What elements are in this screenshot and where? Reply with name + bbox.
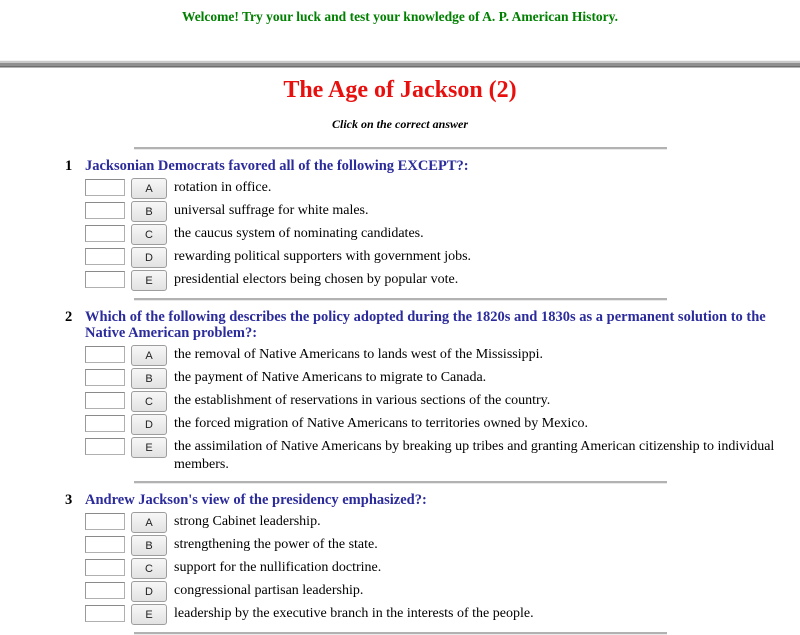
answer-row — [85, 368, 800, 389]
answer-result-input[interactable] — [85, 605, 125, 622]
answer-choice-button[interactable]: B — [131, 535, 167, 556]
answer-text: rewarding political supporters with government jobs. — [174, 249, 472, 264]
answer-choice-button[interactable]: C — [131, 224, 167, 245]
quiz-instruction: Click on the correct answer — [331, 117, 468, 131]
answer-choice-button[interactable]: D — [131, 414, 167, 435]
question-block — [0, 158, 800, 291]
question-header — [65, 492, 770, 508]
question-header — [65, 158, 770, 174]
answer-text: the caucus system of nominating candidates. — [174, 226, 424, 241]
question-number: 3 — [65, 492, 73, 508]
answer-choice-button[interactable]: E — [131, 437, 167, 458]
answer-result-input[interactable] — [85, 225, 125, 242]
answer-choice-button[interactable]: E — [131, 604, 167, 625]
answer-result-input[interactable] — [85, 202, 125, 219]
answer-result-input[interactable] — [85, 179, 125, 196]
answers-list — [0, 345, 800, 474]
answer-text: congressional partisan leadership. — [174, 583, 364, 598]
answer-choice-button[interactable]: C — [131, 558, 167, 579]
answer-row — [85, 178, 800, 199]
page-title: The Age of Jackson (2) — [283, 77, 517, 103]
answer-row — [85, 270, 800, 291]
answer-row — [85, 201, 800, 222]
answer-choice-button[interactable]: E — [131, 270, 167, 291]
answer-row — [85, 581, 800, 602]
question-text: Which of the following describes the policy adopted during the 1820s and 1830s as a permanent solution to the Native American problem?: — [85, 309, 766, 341]
section-divider — [134, 298, 667, 301]
frameset-divider — [0, 60, 800, 68]
answer-row — [85, 224, 800, 245]
answer-result-input[interactable] — [85, 415, 125, 432]
question-text: Jacksonian Democrats favored all of the following EXCEPT?: — [85, 158, 469, 174]
answer-text: leadership by the executive branch in the interests of the people. — [174, 606, 534, 621]
answer-result-input[interactable] — [85, 438, 125, 455]
welcome-banner-text: Welcome! Try your luck and test your knowledge of A. P. American History. — [181, 9, 619, 24]
answer-choice-button[interactable]: A — [131, 345, 167, 366]
answer-choice-button[interactable]: A — [131, 178, 167, 199]
answers-list — [0, 178, 800, 291]
quiz-frame — [0, 76, 800, 635]
answer-row — [85, 437, 800, 474]
answers-list — [0, 512, 800, 625]
answer-text: rotation in office. — [174, 180, 272, 195]
answer-choice-button[interactable]: C — [131, 391, 167, 412]
answer-choice-button[interactable]: B — [131, 368, 167, 389]
answer-row — [85, 247, 800, 268]
answer-choice-button[interactable]: D — [131, 581, 167, 602]
question-text: Andrew Jackson's view of the presidency emphasized?: — [85, 492, 427, 508]
answer-text: the payment of Native Americans to migrate to Canada. — [174, 370, 487, 385]
answer-result-input[interactable] — [85, 559, 125, 576]
question-block — [0, 309, 800, 474]
answer-text: strengthening the power of the state. — [174, 537, 378, 552]
answer-text: the establishment of reservations in various sections of the country. — [174, 393, 551, 408]
answer-row — [85, 391, 800, 412]
answer-choice-button[interactable]: D — [131, 247, 167, 268]
answer-row — [85, 512, 800, 533]
answer-result-input[interactable] — [85, 513, 125, 530]
answer-result-input[interactable] — [85, 392, 125, 409]
questions-container — [0, 147, 800, 635]
answer-text: the forced migration of Native Americans to territories owned by Mexico. — [174, 416, 589, 431]
answer-text: support for the nullification doctrine. — [174, 560, 382, 575]
answer-choice-button[interactable]: A — [131, 512, 167, 533]
section-divider — [134, 481, 667, 484]
question-number: 1 — [65, 158, 73, 174]
answer-choice-button[interactable]: B — [131, 201, 167, 222]
question-number: 2 — [65, 309, 73, 325]
section-divider — [134, 147, 667, 150]
answer-result-input[interactable] — [85, 248, 125, 265]
answer-text: universal suffrage for white males. — [174, 203, 369, 218]
answer-text: the removal of Native Americans to lands west of the Mississippi. — [174, 347, 543, 362]
answer-row — [85, 604, 800, 625]
answer-row — [85, 414, 800, 435]
answer-result-input[interactable] — [85, 346, 125, 363]
question-block — [0, 492, 800, 625]
answer-text: presidential electors being chosen by popular vote. — [174, 272, 459, 287]
answer-row — [85, 558, 800, 579]
answer-text: strong Cabinet leadership. — [174, 514, 321, 529]
welcome-frame — [0, 0, 800, 60]
answer-result-input[interactable] — [85, 582, 125, 599]
answer-result-input[interactable] — [85, 271, 125, 288]
answer-result-input[interactable] — [85, 369, 125, 386]
answer-row — [85, 345, 800, 366]
answer-row — [85, 535, 800, 556]
answer-result-input[interactable] — [85, 536, 125, 553]
answer-text: the assimilation of Native Americans by breaking up tribes and granting American citizenship to individual members. — [174, 439, 775, 472]
question-header — [65, 309, 770, 341]
